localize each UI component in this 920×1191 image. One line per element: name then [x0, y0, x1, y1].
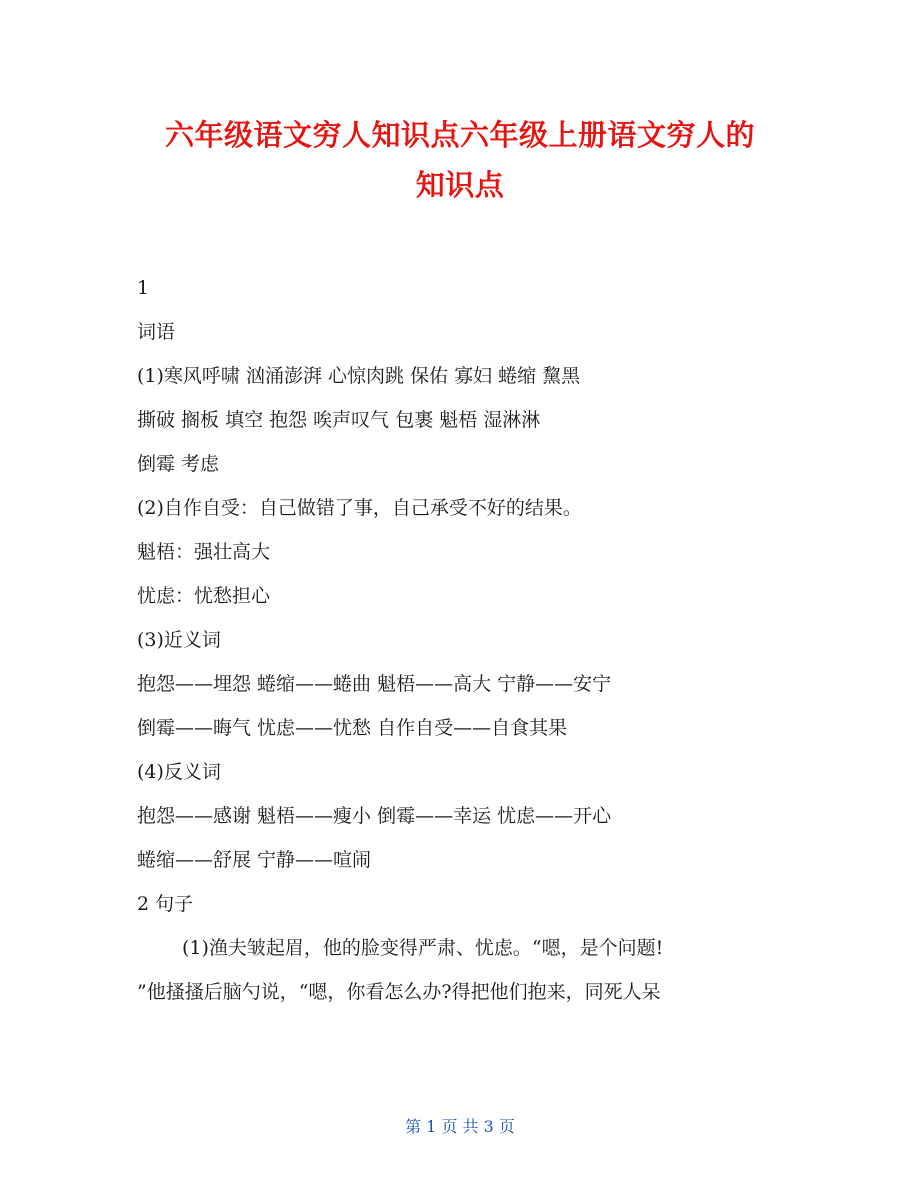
sentence-line-1: (1)渔夫皱起眉，他的脸变得严肃、忧虑。“嗯，是个问题!: [182, 937, 664, 959]
definition-line-2: 魁梧：强壮高大: [137, 541, 271, 563]
antonyms-heading: (4)反义词: [137, 761, 221, 783]
antonyms-line-2: 蜷缩——舒展 宁静——喧闹: [137, 849, 372, 871]
page-footer: 第 1 页 共 3 页: [405, 1117, 515, 1136]
document-body: [137, 266, 787, 1014]
sentence-line-2: ”他搔搔后脑勺说，“嗯，你看怎么办?得把他们抱来，同死人呆: [137, 981, 661, 1003]
title-line-1: 六年级语文穷人知识点六年级上册语文穷人的: [164, 118, 755, 152]
definition-line-1: (2)自作自受：自己做错了事，自己承受不好的结果。: [137, 497, 582, 519]
synonyms-heading: (3)近义词: [137, 629, 221, 651]
vocab-line-1: (1)寒风呼啸 汹涌澎湃 心惊肉跳 保佑 寡妇 蜷缩 黧黑: [137, 365, 581, 387]
vocab-line-2: 撕破 搁板 填空 抱怨 唉声叹气 包裹 魁梧 湿淋淋: [137, 409, 541, 431]
section-heading-vocabulary: 词语: [137, 321, 176, 343]
definition-line-3: 忧虑：忧愁担心: [137, 585, 271, 607]
document-title: [100, 110, 820, 210]
vocab-line-3: 倒霉 考虑: [137, 453, 220, 475]
synonyms-line-2: 倒霉——晦气 忧虑——忧愁 自作自受——自食其果: [137, 717, 568, 739]
synonyms-line-1: 抱怨——埋怨 蜷缩——蜷曲 魁梧——高大 宁静——安宁: [137, 673, 612, 695]
title-line-2: 知识点: [415, 168, 505, 202]
section-number: 1: [137, 277, 150, 299]
antonyms-line-1: 抱怨——感谢 魁梧——瘦小 倒霉——幸运 忧虑——开心: [137, 805, 612, 827]
sentences-heading: 2 句子: [137, 893, 194, 915]
